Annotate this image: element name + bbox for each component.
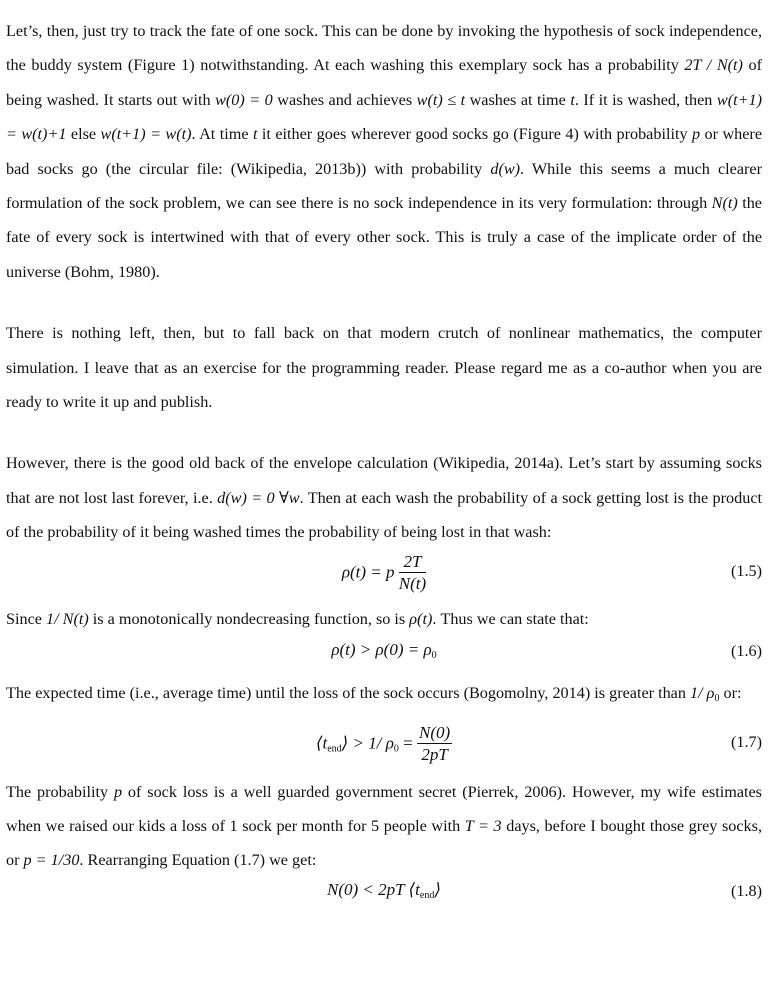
paper-page: [6, 14, 762, 916]
paragraph-sock-fate: Let’s, then, just try to track the fate of one sock. This can be done by invoking the hypothesis of sock independence, the buddy system (Figure 1) notwithstanding. At each washing this exemplary sock has a probability 2T / N(t) of being washed. It starts out with w(0) = 0 washes and achieves w(t) ≤ t washes at time t. If it is washed, then w(t+1) = w(t)+1 else w(t+1) = w(t). At time t it either goes wherever good socks go (Figure 4) with probability p or where bad socks go (the circular file: (Wikipedia, 2013b)) with probability d(w). While this seems a much clearer formulation of the sock problem, we can see there is no sock independence in its very formulation: through N(t) the fate of every sock is intertwined with that of every other sock. This is truly a case of the implicate order of the universe (Bohm, 1980).: [6, 22, 763, 281]
math-inline: t: [570, 90, 575, 109]
math-inline: w(t+1) = w(t): [100, 125, 192, 144]
math-inline: N(t): [711, 194, 738, 213]
paragraph-simulation: There is nothing left, then, but to fall back on that modern crutch of nonlinear mathematics, the computer simulation. I leave that as an exercise for the programming reader. Please regard me as a co-author when you are ready to write it up and publish.: [6, 324, 762, 412]
equation-number: (1.8): [730, 881, 762, 900]
paragraph-expected-time: The expected time (i.e., average time) until the loss of the sock occurs (Bogomolny, 2014) is greater than 1/ $\rho_0$ or:: [6, 684, 742, 705]
equation-number: (1.5): [730, 561, 762, 580]
math-inline: w(t) ≤ t: [416, 90, 466, 109]
equation-1-6: $\rho(t) > \rho(0) = \rho_0$ (1.6): [331, 640, 762, 662]
math-inline: T = 3: [464, 816, 502, 835]
math-inline: p: [692, 125, 701, 144]
equation-number: (1.7): [730, 732, 762, 751]
equation-1-8: N(0) < 2pT $⟨t_{end}⟩$ (1.8): [327, 879, 762, 901]
equation-1-7: $⟨t_{end}⟩ > 1/$ $\rho_0$ = $\frac{N(0)}{2pT}$ (1.7): [315, 722, 762, 764]
math-inline: t: [252, 125, 258, 144]
math-inline: 1/ N(t): [46, 609, 89, 628]
math-inline: 1/ ρ: [690, 684, 715, 703]
math-inline: w(0) = 0: [215, 90, 273, 109]
math-inline: ρ(t): [409, 609, 433, 628]
math-inline: 2T / N(t): [684, 56, 743, 75]
equation-1-5: ρ(t) = p $\frac{2T}{N(t)}$ (1.5): [341, 551, 762, 593]
paragraph-monotonic: Since 1/ N(t) is a monotonically nondecreasing function, so is ρ(t). Thus we can state that:: [6, 609, 589, 628]
math-inline: d(w) = 0 ∀w: [217, 488, 300, 507]
math-inline: w(t+1) = w(t)+1: [6, 90, 762, 144]
paragraph-probability-secret: The probability p of sock loss is a well guarded government secret (Pierrek, 2006). However, my wife estimates when we raised our kids a loss of 1 sock per month for 5 people with T = 3 days, before I bought those grey socks, or p = 1/30. Rearranging Equation (1.7) we get:: [6, 782, 762, 870]
math-inline: p = 1/30: [23, 851, 80, 870]
math-inline: d(w): [490, 159, 521, 178]
paragraph-envelope-calculation: However, there is the good old back of the envelope calculation (Wikipedia, 2014a). Let’s start by assuming socks that are not lost last forever, i.e. d(w) = 0 ∀w. Then at each wash the probability of a sock getting lost is the product of the probability of it being washed times the probability of being lost in that wash:: [6, 454, 762, 542]
equation-number: (1.6): [730, 642, 762, 661]
math-inline: p: [113, 782, 123, 801]
